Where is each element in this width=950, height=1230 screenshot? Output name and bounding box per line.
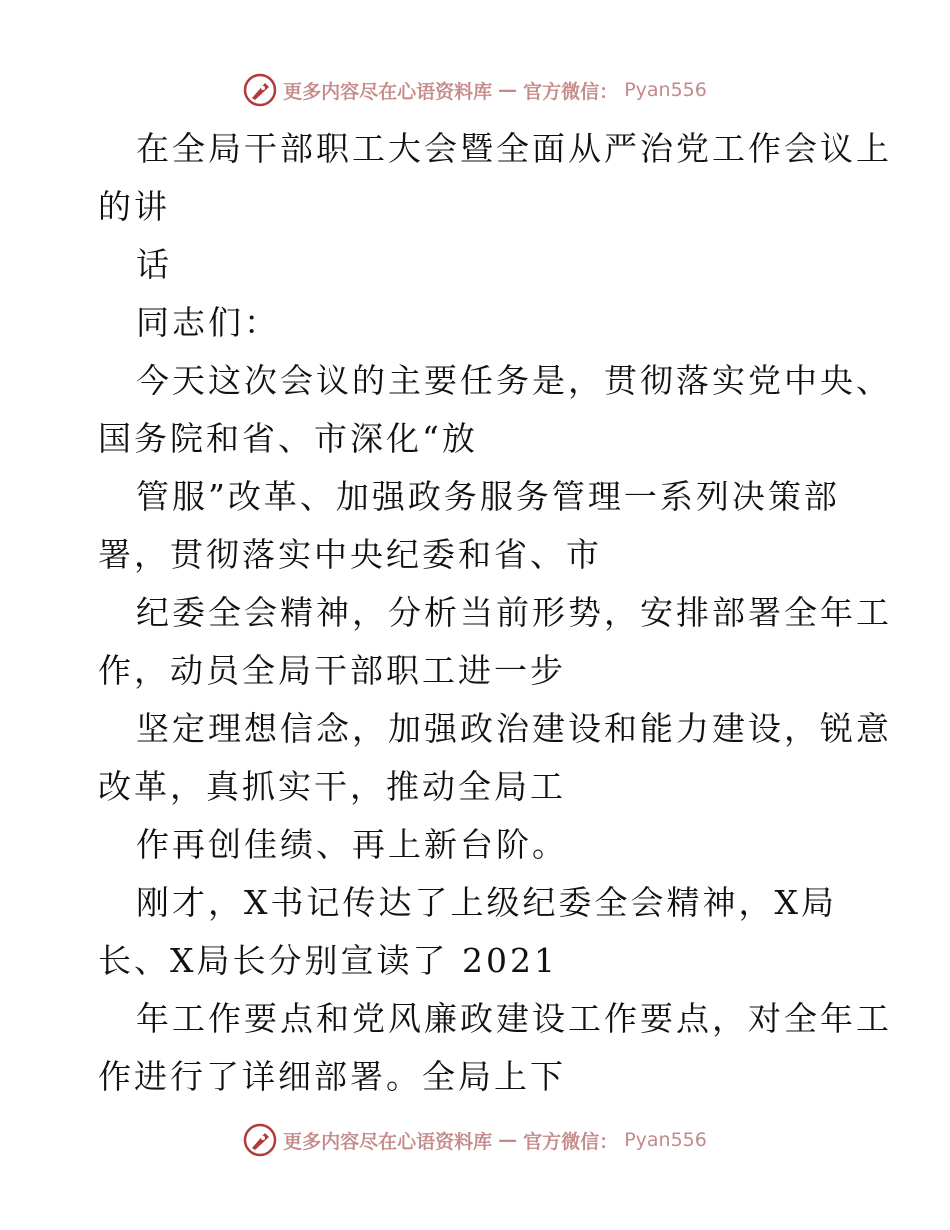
- pen-nib-circle-icon: [243, 73, 277, 107]
- footer-watermark: [0, 1120, 950, 1160]
- title-line-1: 在全局干部职工大会暨全面从严治党工作会议上: [136, 129, 892, 168]
- header-watermark: [0, 70, 950, 110]
- paragraph-line: 今天这次会议的主要任务是，贯彻落实党中央、: [136, 361, 892, 400]
- paragraph-line: 作再创佳绩、再上新台阶。: [136, 825, 568, 864]
- paragraph-line: 作，动员全局干部职工进一步: [98, 651, 566, 690]
- watermark-text: 更多内容尽在心语资料库: [283, 1130, 493, 1153]
- paragraph-line: 年工作要点和党风廉政建设工作要点，对全年工: [136, 999, 892, 1038]
- watermark-dash: —: [498, 1129, 518, 1151]
- watermark-text: 更多内容尽在心语资料库: [283, 80, 493, 103]
- paragraph-line: 作进行了详细部署。全局上下: [98, 1057, 566, 1096]
- paragraph-line: 长、X局长分别宣读了 2021: [98, 941, 558, 980]
- salutation: 同志们：: [136, 303, 280, 342]
- title-line-3: 话: [136, 245, 172, 284]
- watermark-dash: —: [498, 79, 518, 101]
- paragraph-line: 纪委全会精神，分析当前形势，安排部署全年工: [136, 593, 892, 632]
- watermark-wechat-id: Pyan556: [624, 1129, 707, 1151]
- title-line-2: 的讲: [98, 187, 170, 226]
- pen-nib-circle-icon: [243, 1123, 277, 1157]
- watermark-suffix: 官方微信：: [523, 80, 619, 103]
- paragraph-line: 刚才，X书记传达了上级纪委全会精神，X局: [136, 883, 837, 922]
- paragraph-line: 改革，真抓实干，推动全局工: [98, 767, 566, 806]
- watermark-wechat-id: Pyan556: [624, 79, 707, 101]
- paragraph-line: 国务院和省、市深化“放: [98, 419, 478, 458]
- paragraph-line: 坚定理想信念，加强政治建设和能力建设，锐意: [136, 709, 892, 748]
- document-body: [98, 120, 892, 1106]
- paragraph-line: 署，贯彻落实中央纪委和省、市: [98, 535, 602, 574]
- paragraph-line: 管服”改革、加强政务服务管理一系列决策部: [136, 477, 840, 516]
- watermark-suffix: 官方微信：: [523, 1130, 619, 1153]
